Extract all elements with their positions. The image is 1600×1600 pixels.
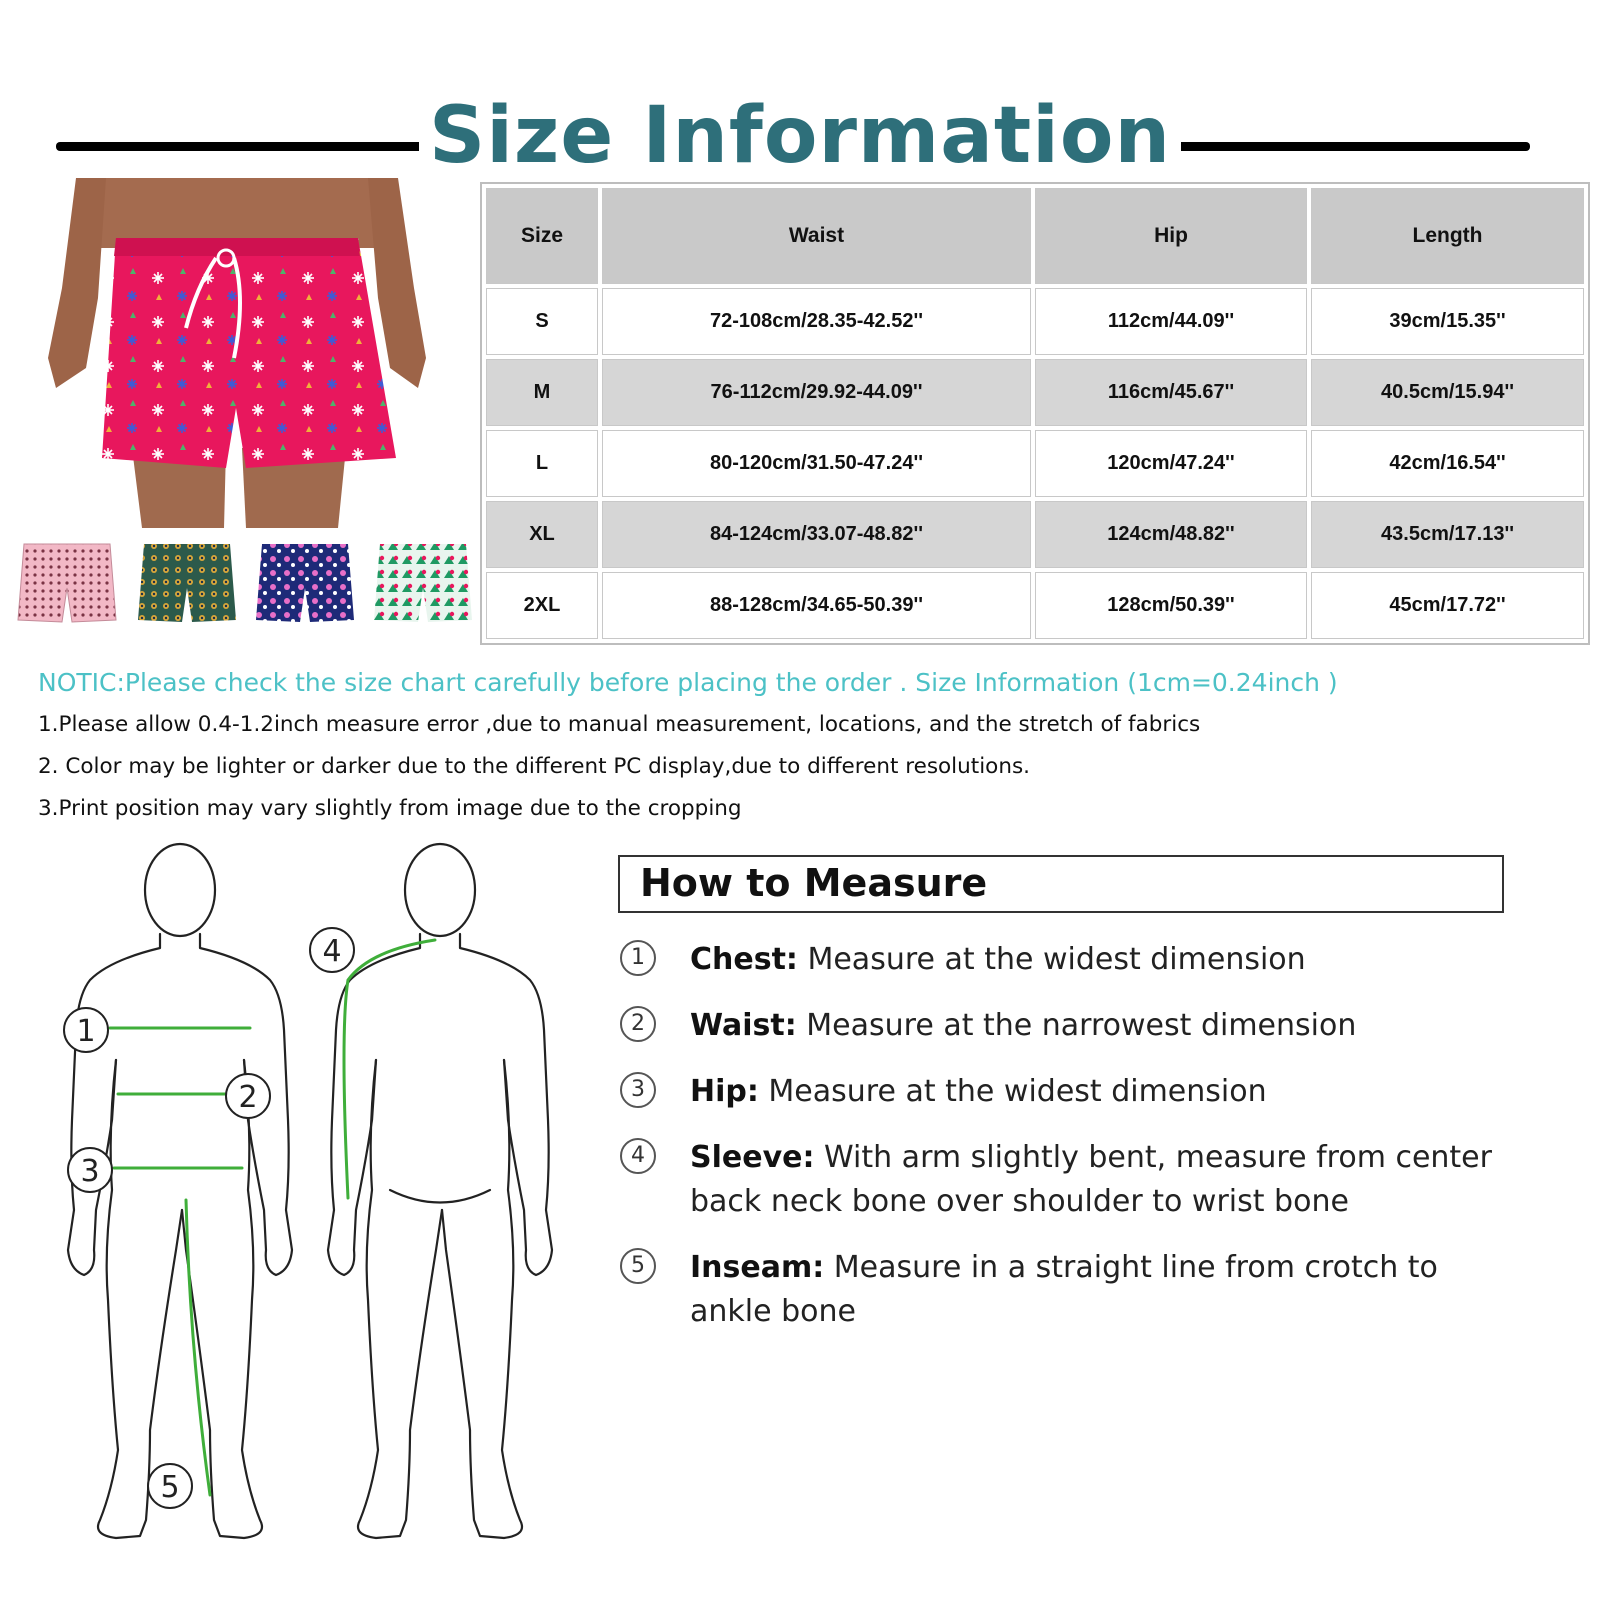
step-description: Measure at the widest dimension [807,942,1306,977]
table-row [486,430,1584,497]
step-number: 2 [620,1006,656,1042]
table-row [486,572,1584,639]
header-size: Size [486,188,598,284]
cell-size: M [486,359,598,426]
cell-waist: 88-128cm/34.65-50.39'' [602,572,1031,639]
step-number: 4 [620,1138,656,1174]
cell-length: 40.5cm/15.94'' [1311,359,1584,426]
header-length: Length [1311,188,1584,284]
cell-waist: 80-120cm/31.50-47.24'' [602,430,1031,497]
step-number: 5 [620,1248,656,1284]
cell-hip: 128cm/50.39'' [1035,572,1307,639]
cell-length: 43.5cm/17.13'' [1311,501,1584,568]
measure-step-waist [620,1004,1520,1054]
cell-hip: 116cm/45.67'' [1035,359,1307,426]
marker-2: 2 [238,1080,258,1115]
marker-5: 5 [160,1470,180,1505]
cell-hip: 112cm/44.09'' [1035,288,1307,355]
header-waist: Waist [602,188,1031,284]
step-description: Measure at the narrowest dimension [806,1008,1357,1043]
cell-size: 2XL [486,572,598,639]
step-number: 1 [620,940,656,976]
thumbnail-navy-floral[interactable] [254,540,356,624]
measure-step-chest [620,938,1520,988]
note-2: 2. Color may be lighter or darker due to the different PC display,due to different resolutions. [38,754,1031,779]
marker-4: 4 [322,934,342,969]
size-chart-table [480,182,1590,645]
note-1: 1.Please allow 0.4-1.2inch measure error ,due to manual measurement, locations, and the stretch of fabrics [38,712,1201,737]
thumbnail-pink-leopard[interactable] [16,540,118,624]
measurement-figure [0,830,600,1600]
measure-step-hip [620,1070,1520,1120]
marker-3: 3 [80,1154,100,1189]
measure-step-inseam [620,1246,1520,1342]
step-description: With arm slightly bent, measure from center back neck bone over shoulder to wrist bone [690,1140,1492,1219]
sleeve-line [344,940,435,1198]
cell-waist: 76-112cm/29.92-44.09'' [602,359,1031,426]
inseam-line [186,1200,210,1495]
table-row [486,501,1584,568]
step-description: Measure in a straight line from crotch to ankle bone [690,1250,1438,1329]
cell-size: S [486,288,598,355]
measure-step-sleeve [620,1136,1520,1232]
page-title: Size Information [0,86,1600,186]
thumbnail-green-paisley[interactable] [136,540,238,624]
cell-size: XL [486,501,598,568]
note-3: 3.Print position may vary slightly from image due to the cropping [38,796,742,821]
table-row [486,288,1584,355]
size-notice: NOTIC:Please check the size chart carefully before placing the order . Size Information (1cm=0.24inch ) [38,668,1338,697]
table-header-row [486,188,1584,284]
step-label: Sleeve: [690,1140,815,1175]
cell-length: 39cm/15.35'' [1311,288,1584,355]
cell-waist: 72-108cm/28.35-42.52'' [602,288,1031,355]
marker-1: 1 [76,1014,96,1049]
cell-hip: 124cm/48.82'' [1035,501,1307,568]
how-to-measure-title: How to Measure [640,861,988,905]
step-label: Inseam: [690,1250,825,1285]
cell-hip: 120cm/47.24'' [1035,430,1307,497]
header-hip: Hip [1035,188,1307,284]
cell-waist: 84-124cm/33.07-48.82'' [602,501,1031,568]
step-number: 3 [620,1072,656,1108]
step-label: Chest: [690,942,798,977]
step-label: Waist: [690,1008,797,1043]
cell-size: L [486,430,598,497]
step-description: Measure at the widest dimension [768,1074,1267,1109]
thumbnail-white-green-floral[interactable] [372,540,474,624]
step-label: Hip: [690,1074,759,1109]
table-row [486,359,1584,426]
how-to-measure-header [618,855,1504,913]
product-photo [46,178,428,528]
cell-length: 42cm/16.54'' [1311,430,1584,497]
cell-length: 45cm/17.72'' [1311,572,1584,639]
